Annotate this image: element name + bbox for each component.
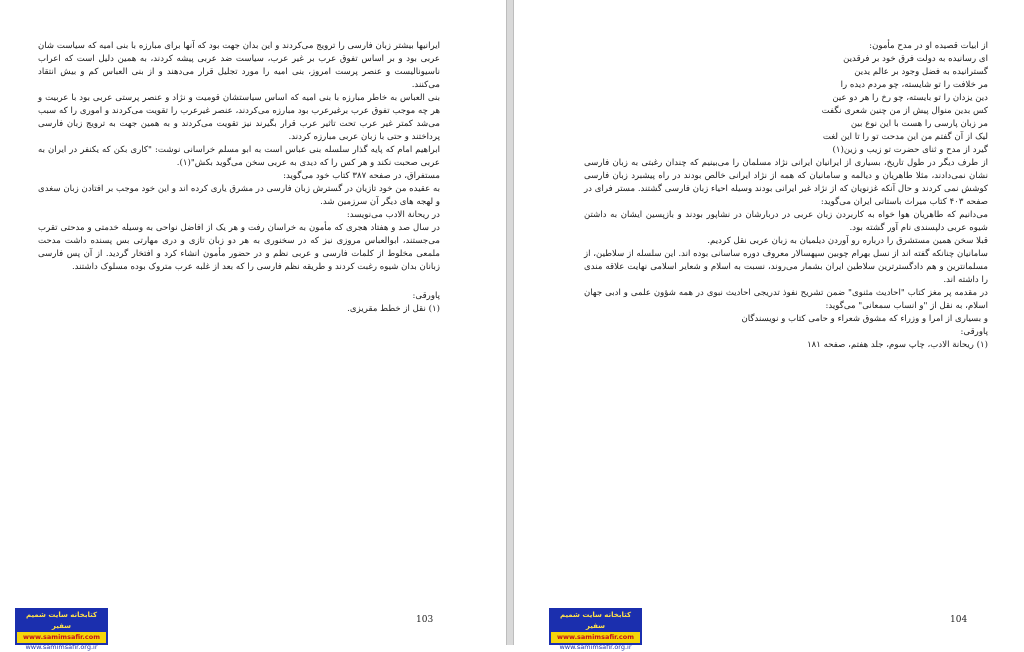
watermark-url-2: www.samimsafir.org.ir [559,643,632,651]
left-page [0,0,506,651]
watermark-title: کتابخانه سایت شمیم سفیر [17,610,106,632]
watermark-url: www.samimsafir.com [556,633,634,641]
footnote-heading: پاورقی: [960,327,988,337]
paragraph: سامانیان چنانکه گفته اند از نسل بهرام چوبین سپهسالار معروف دوره ساسانی بوده اند. این سلسله از سلاطین، از مسلمانترین و هم دادگسترترین سلاطین ایران بشمار می‌روند، نسبت به اسلام و شعایر اسلامی نهایت علاقه مندی را داشته اند. [584,249,988,285]
paragraph: مستفراق، در صفحه ۳۸۷ کتاب خود می‌گوید: [283,171,440,181]
library-watermark [15,608,108,651]
spacer [38,274,440,290]
paragraph: از طرف دیگر در طول تاریخ، بسیاری از ایرانیان ایرانی نژاد مسلمان را می‌بینیم که چندان رغبتی به زبان فارسی نشان نمی‌دادند، مثلا طاهریان و دیالمه و سامانیان که همه از نژاد ایرانی خالص بودند در راه پیشبرد زبان فارسی کوشش نمی کردند و حال آنکه غزنویان که از نژاد غیر ایرانی بودند وسیله احیاء زبان فارسی گشتند. مستر فرای در صفحه ۴۰۳ کتاب میراث باستانی ایران می‌گوید: [584,158,988,207]
page-number: 103 [416,615,434,625]
footnote-heading: پاورقی: [412,291,440,301]
paragraph: و بسیاری از امرا و وزراء که مشوق شعراء و حامی کتاب و نویسندگان [741,314,988,324]
paragraph: ایرانیها بیشتر زبان فارسی را ترویج می‌کردند و این بدان جهت بود که آنها برای مبارزه با بنی امیه که سیاست شان عربی بود و بر اساس تفوق عرب بر غیر عرب، سیاست ضد عربی پیشه کردند، به همین دلیل است که اعراب ناسیونالیست و عنصر پرست امروز، بنی امیه را مورد تجلیل قرار می‌دهند و از بنی العباس کم و بیش انتقاد می‌کنند. [38,41,440,90]
library-watermark [549,608,642,651]
paragraph: بنی العباس به خاطر مبارزه با بنی امیه که اساس سیاستشان قومیت و نژاد و عنصر پرستی عربی بود با عربیت و هر چه موجب تفوق عرب برغیرعرب بود مبارزه می‌کردند، عنصر غیرعرب را تقویت می‌کردند و اموری را که سبب می‌شد کمتر غیر عرب تحت تاثیر عرب قرار بگیرند نیز تقویت می‌کردند و به همین جهت به ترویج زبان فارسی پرداختند و حتی با زبان عربی مبارزه کردند. [38,93,440,142]
left-page-body [38,40,440,316]
page-number: 104 [950,615,968,625]
paragraph: در مقدمه پر مغز کتاب "احادیث مثنوی" ضمن تشریح نفوذ تدریجی احادیث نبوی در همه شؤون علمی و ادبی جهان اسلام، به نقل از "و انساب سمعانی" می‌گوید: [584,288,988,311]
paragraph: قبلا سخن همین مستشرق را درباره رو آوردن دیلمیان به زبان عربی نقل کردیم. [707,236,988,246]
watermark-url: www.samimsafir.com [22,633,100,641]
paragraph: می‌دانیم که طاهریان هوا خواه به کاربردن زبان عربی در دربارشان در نشاپور بودند و بازپسین ایشان به داشتن شیوه عربی دلپسندی نام آور گشته بود. [584,210,988,233]
paragraph: در سال صد و هفتاد هجری که مأمون به خراسان رفت و هر یک از افاضل نواحی به وسیله خدمتی و مدحتی تقرب می‌جستند، ابوالعباس مروزی نیز که در سخنوری به هر دو زبان تازی و دری مهارتی بس پسنده داشت مدحت ملمعی مخلوط از کلمات فارسی و عربی نظم و در حضور مأمون انشاء کرد و افتخار گردید. از آن پس فارسی زبانان بدان شیوه رغبت کردند و طریقه نظم فارسی را که بعد از غلبه عرب متروک بوده مسلوک داشتند. [38,223,440,272]
verse-line: دین یزدان را تو بایسته، چو رخ را هر دو عین [832,93,988,103]
verse-intro: از ابیات قصیده او در مدح مأمون: [869,41,988,51]
verse-line: لیک از آن گفتم من این مدحت تو را تا این لغت [822,132,988,142]
paragraph: در ریحانة الادب می‌نویسد: [346,210,440,220]
verse-line: مر خلافت را تو شایسته، چو مردم دیده را [840,80,988,90]
verse-line: ای رسانیده به دولت فرق خود بر فرقدین [843,54,988,64]
watermark-title: کتابخانه سایت شمیم سفیر [551,610,640,632]
verse-line: کس بدین منوال پیش از من چنین شعری نگفت [821,106,988,116]
footnote: (۱) نقل از خطط مقریزی. [347,304,440,314]
verse-line: مر زبان پارسی را هست با این نوع بین [850,119,988,129]
book-spine [506,0,514,645]
right-page [514,0,1024,651]
watermark-url-2: www.samimsafir.org.ir [25,643,98,651]
right-page-body [584,40,988,352]
verse-line: گیرد از مدح و ثنای حضرت تو زیب و زین(۱) [832,145,988,155]
paragraph: ابراهیم امام که پایه گذار سلسله بنی عباس است به ابو مسلم خراسانی نوشت: "کاری بکن که یکنفر در ایران به عربی صحبت نکند و هر کس را که دیدی به عربی سخن می‌گوید بکش"(۱). [38,145,441,168]
paragraph: به عقیده من خود تازیان در گسترش زبان فارسی در مشرق یاری کرده اند و این خود موجب بر افتادن زبان سغدی و لهجه های دیگر آن سرزمین شد. [38,184,440,207]
verse-line: گسترانیده به فضل وجود بر عالم یدین [854,67,988,77]
footnote: (۱) ریحانة الادب، چاپ سوم، جلد هفتم، صفحه ۱۸۱ [807,340,988,350]
